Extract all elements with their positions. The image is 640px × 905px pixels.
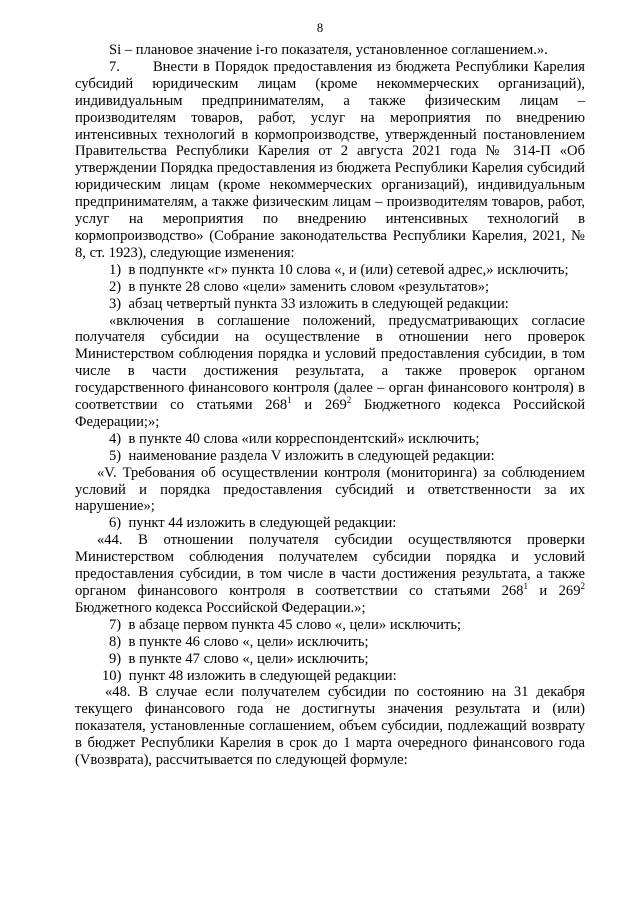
superscript: 1 bbox=[523, 581, 528, 591]
paragraph-7 bbox=[75, 59, 585, 262]
superscript: 2 bbox=[580, 581, 586, 591]
list-item-9: 9) в пункте 47 слово «, цели» исключить; bbox=[109, 650, 369, 667]
superscript: 2 bbox=[346, 395, 352, 406]
quote-item-6: «44. В отношении получателя субсидии осуществляются проверки Министерством соблюдения получателем субсидии порядка и условий предоставления субсидии, в том числе в части достижения результата, а также органом финансового контроля в соответствии со статьями $268^1$ и $269^2$ Бюджетного кодекса Российской Федерации.»; bbox=[75, 532, 586, 616]
quote-item-10: «48. В случае если получателем субсидии по состоянию на 31 декабря текущего финансового года не достигнуты значения результата и (или) показателя, установленные соглашением, объем субсидии, подлежащий возврату в бюджет Республики Карелия в срок до 1 марта очередного финансового года (Vвозврата), рассчитывается по следующей формуле: bbox=[75, 684, 585, 769]
paragraph-si-definition: Si – плановое значение i-го показателя, установленное соглашением.». bbox=[109, 42, 548, 58]
quote-item-5: «V. Требования об осуществлении контроля (мониторинга) за соблюдением условий и порядка предоставления субсидий и ответственности за их нарушение»; bbox=[75, 464, 585, 515]
page-number: 8 bbox=[316, 21, 324, 35]
list-item-6: 6) пункт 44 изложить в следующей редакции: bbox=[109, 515, 397, 532]
document-body bbox=[75, 42, 585, 769]
list-item-3: 3) абзац четвертый пункта 33 изложить в следующей редакции: bbox=[109, 295, 509, 312]
list-item-10: 10) пункт 48 изложить в следующей редакции: bbox=[102, 667, 397, 684]
paragraph-7-number: 7. bbox=[109, 58, 120, 75]
paragraph-7-text: Внести в Порядок предоставления из бюджета Республики Карелия субсидий юридическим лицам (кроме некоммерческих организаций), индивидуальным предпринимателям, а также физическим лицам – производителям товаров, работ, услуг на мероприятия по внедрению интенсивных технологий в кормопроизводстве, утвержденный постановлением Правительства Республики Карелия от 2 августа 2021 года № 314-П «Об утверждении Порядка предоставления из бюджета Республики Карелия субсидий юридическим лицам (кроме некоммерческих организаций), индивидуальным предпринимателям, а также физическим лицам – производителям товаров, работ, услуг на мероприятия по внедрению интенсивных технологий в кормопроизводство» (Собрание законодательства Республики Карелия, 2021, № 8, ст. 1923), следующие изменения: bbox=[75, 58, 585, 261]
quote-item-3: «включения в соглашение положений, предусматривающих согласие получателя субсидии на осуществление в отношении него проверок Министерством соблюдения порядка и условий предоставления субсидии, в том числе в части достижения результата, а также проверок органом государственного финансового контроля (далее – орган финансового контроля) в соответствии со статьями $268^1$ и $269^2$ Бюджетного кодекса Российской Федерации;»; bbox=[75, 312, 586, 430]
list-item-4: 4) в пункте 40 слова «или корреспондентский» исключить; bbox=[109, 430, 480, 447]
superscript: 1 bbox=[287, 395, 292, 406]
list-item-1: 1) в подпункте «г» пункта 10 слова «, и (или) сетевой адрес,» исключить; bbox=[109, 261, 569, 278]
list-item-8: 8) в пункте 46 слово «, цели» исключить; bbox=[109, 633, 369, 650]
list-item-2: 2) в пункте 28 слово «цели» заменить словом «результатов»; bbox=[109, 278, 490, 295]
list-item-7: 7) в абзаце первом пункта 45 слово «, цели» исключить; bbox=[109, 616, 462, 633]
list-item-5: 5) наименование раздела V изложить в следующей редакции: bbox=[109, 447, 495, 464]
